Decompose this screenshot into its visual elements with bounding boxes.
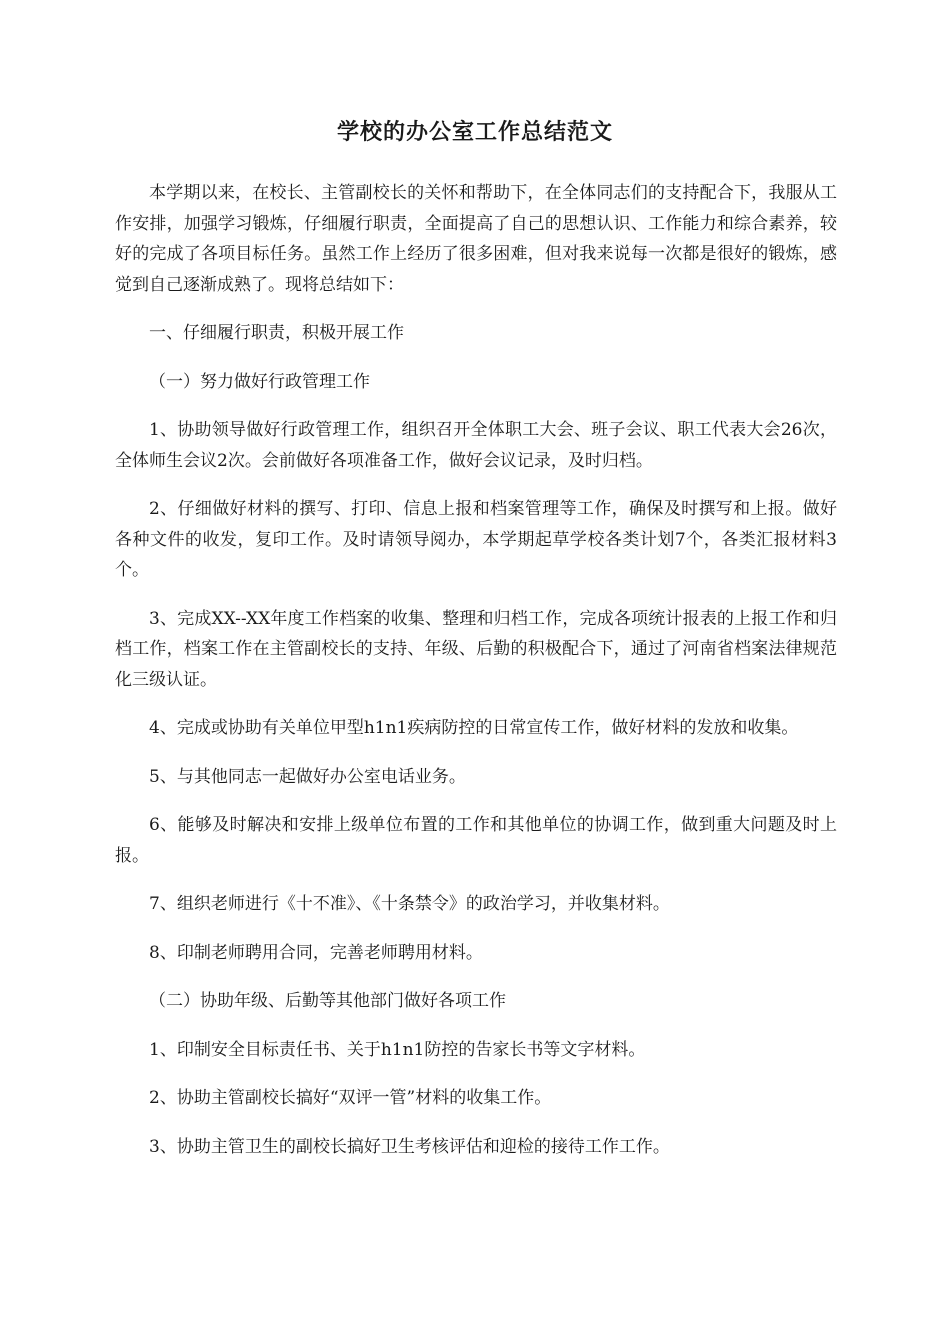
list-item: 5、与其他同志一起做好办公室电话业务。 xyxy=(149,766,466,787)
list-item: 4、完成或协助有关单位甲型h1n1疾病防控的日常宣传工作，做好材料的发放和收集。 xyxy=(149,718,799,738)
list-item: 3、协助主管卫生的副校长搞好卫生考核评估和迎检的接待工作工作。 xyxy=(149,1136,670,1157)
list-item: 2、仔细做好材料的撰写、打印、信息上报和档案管理等工作，确保及时撰写和上报。做好各种文件的收发，复印工作。及时请领导阅办，本学期起草学校各类计划7个，各类汇报材料3个。 xyxy=(115,499,837,580)
subsection-heading-2: （二）协助年级、后勤等其他部门做好各项工作 xyxy=(149,991,506,1011)
list-item: 2、协助主管副校长搞好“双评一管”材料的收集工作。 xyxy=(149,1088,552,1108)
list-item: 8、印制老师聘用合同，完善老师聘用材料。 xyxy=(149,942,483,963)
list-item: 1、协助领导做好行政管理工作，组织召开全体职工大会、班子会议、职工代表大会26次，全体师生会议2次。会前做好各项准备工作，做好会议记录，及时归档。 xyxy=(115,420,837,471)
intro-paragraph: 本学期以来，在校长、主管副校长的关怀和帮助下，在全体同志们的支持配合下，我服从工作安排，加强学习锻炼，仔细履行职责，全面提高了自己的思想认识、工作能力和综合素养，较好的完成了各项目标任务。虽然工作上经历了很多困难，但对我来说每一次都是很好的锻炼，感觉到自己逐渐成熟了。现将总结如下： xyxy=(115,183,837,295)
list-item: 3、完成XX--XX年度工作档案的收集、整理和归档工作，完成各项统计报表的上报工作和归档工作，档案工作在主管副校长的支持、年级、后勤的积极配合下，通过了河南省档案法律规范化三级认证。 xyxy=(115,608,837,690)
document-title: 学校的办公室工作总结范文 xyxy=(336,119,613,145)
list-item: 7、组织老师进行《十不准》、《十条禁令》的政治学习，并收集材料。 xyxy=(149,894,670,914)
list-item: 6、能够及时解决和安排上级单位布置的工作和其他单位的协调工作，做到重大问题及时上报。 xyxy=(115,815,837,866)
subsection-heading-1: （一）努力做好行政管理工作 xyxy=(149,371,370,392)
document-body xyxy=(115,178,837,1180)
section-heading-1: 一、仔细履行职责，积极开展工作 xyxy=(149,323,404,343)
list-item: 1、印制安全目标责任书、关于h1n1防控的告家长书等文字材料。 xyxy=(149,1039,646,1060)
